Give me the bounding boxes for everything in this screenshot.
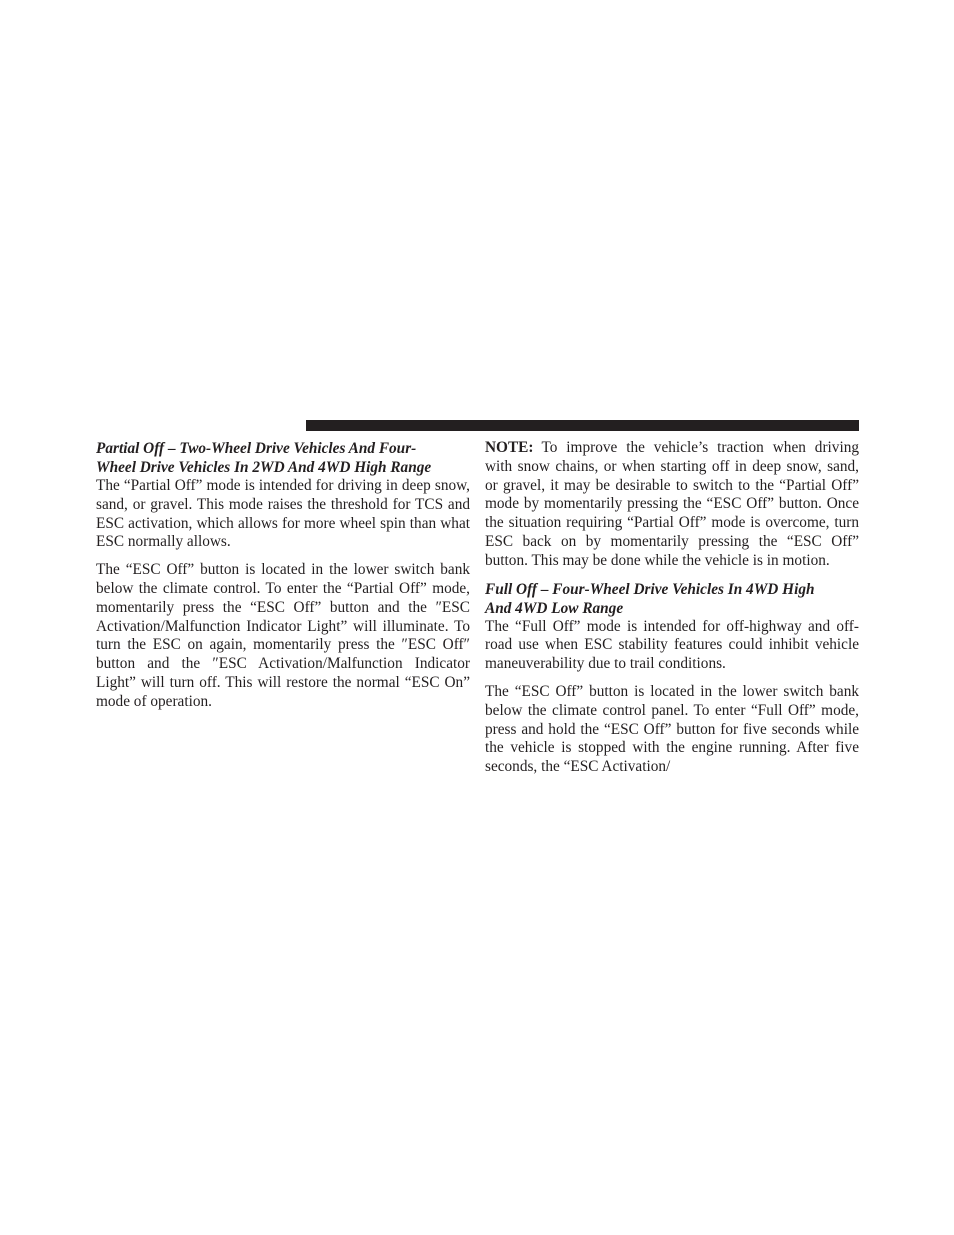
left-column	[96, 439, 470, 721]
full-off-intro-paragraph: The “Full Off” mode is intended for off-highway and off-road use when ESC stability features could inhibit vehicle maneuverability due to trail conditions.	[485, 617, 859, 673]
full-off-heading: Full Off – Four-Wheel Drive Vehicles In 4WD High And 4WD Low Range	[485, 580, 815, 617]
note-label: NOTE:	[485, 439, 534, 456]
full-off-instructions-paragraph: The “ESC Off” button is located in the lower switch bank below the climate control panel. To enter “Full Off” mode, press and hold the “ESC Off” button for five seconds while the vehicle is stopped with the engine running. After five seconds, the “ESC Activation/	[485, 682, 859, 776]
note-text: To improve the vehicle’s traction when driving with snow chains, or when starting off in deep snow, sand, or gravel, it may be desirable to switch to the “Partial Off” mode by momentarily pressing the “ESC Off” button. Once the situation requiring “Partial Off” mode is overcome, turn ESC back on by momentarily pressing the “ESC Off” button. This may be done while the vehicle is in motion.	[485, 439, 859, 569]
header-rule	[306, 420, 859, 431]
right-column	[485, 439, 859, 786]
partial-off-instructions-paragraph: The “ESC Off” button is located in the lower switch bank below the climate control. To enter the “Partial Off” mode, momentarily press the “ESC Off” button and the ″ESC Activation/Malfunction Indicator Light” will illuminate. To turn the ESC on again, momentarily press the ″ESC Off″ button and the ″ESC Activation/Malfunction Indicator Light” will turn off. This will restore the normal “ESC On” mode of operation.	[96, 561, 470, 710]
partial-off-intro-paragraph: The “Partial Off” mode is intended for driving in deep snow, sand, or gravel. This mode raises the threshold for TCS and ESC activation, which allows for more wheel spin than what ESC normally allows.	[96, 477, 470, 551]
note-paragraph	[485, 439, 859, 571]
partial-off-heading: Partial Off – Two-Wheel Drive Vehicles And Four-Wheel Drive Vehicles In 2WD And 4WD High Range	[96, 440, 432, 476]
